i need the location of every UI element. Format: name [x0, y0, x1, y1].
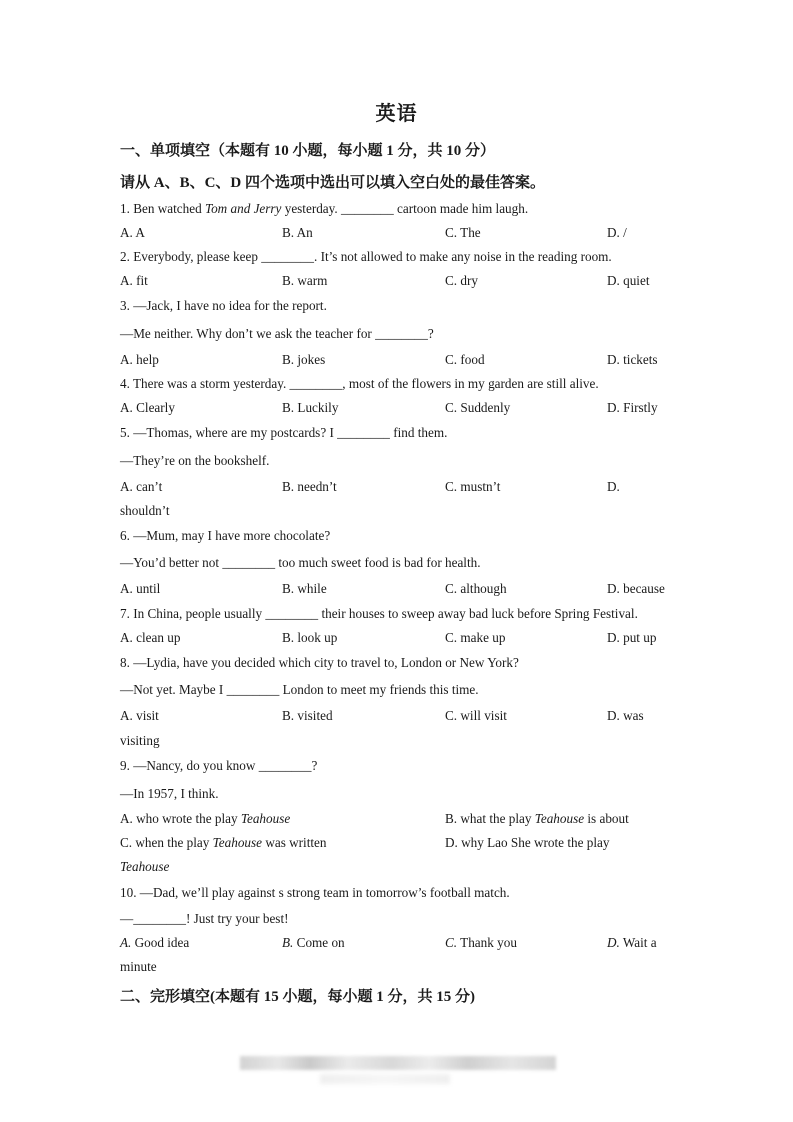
q8-option-c: C. will visit — [445, 708, 507, 723]
q2-option-d: D. quiet — [607, 273, 650, 288]
q5-option-b: B. needn’t — [282, 479, 337, 494]
q4-option-a: A. Clearly — [120, 400, 175, 415]
q9-option-b: B. what the play Teahouse is about — [445, 811, 629, 826]
q9-option-d: D. why Lao She wrote the play — [445, 835, 610, 850]
question-4: 4. There was a storm yesterday. ________, most of the flowers in my garden are still alive. — [120, 376, 599, 391]
q7-option-c: C. make up — [445, 630, 506, 645]
q4-option-d: D. Firstly — [607, 400, 658, 415]
q10-option-b: B. Come on — [282, 935, 345, 950]
question-6-line-2: —You’d better not ________ too much sweet food is bad for health. — [120, 555, 481, 570]
question-10-line-1: 10. —Dad, we’ll play against s strong team in tomorrow’s football match. — [120, 885, 510, 900]
q8-option-d-continued: visiting — [120, 733, 160, 748]
q7-option-d: D. put up — [607, 630, 657, 645]
q9-option-c: C. when the play Teahouse was written — [120, 835, 327, 850]
question-3-line-2: —Me neither. Why don’t we ask the teacher for ________? — [120, 326, 434, 341]
q1-option-c: C. The — [445, 225, 481, 240]
q5-option-d-continued: shouldn’t — [120, 503, 170, 518]
q8-option-d: D. was — [607, 708, 644, 723]
q5-option-d: D. — [607, 479, 620, 494]
q1-option-d: D. / — [607, 225, 627, 240]
question-8-line-1: 8. —Lydia, have you decided which city to travel to, London or New York? — [120, 655, 519, 670]
question-9-line-2: —In 1957, I think. — [120, 786, 219, 801]
q1-option-b: B. An — [282, 225, 313, 240]
question-5-line-1: 5. —Thomas, where are my postcards? I ________ find them. — [120, 425, 448, 440]
question-8-line-2: —Not yet. Maybe I ________ London to meet my friends this time. — [120, 682, 479, 697]
q2-option-b: B. warm — [282, 273, 328, 288]
q10-option-c: C. Thank you — [445, 935, 517, 950]
question-5-line-2: —They’re on the bookshelf. — [120, 453, 270, 468]
q4-option-c: C. Suddenly — [445, 400, 511, 415]
q3-option-b: B. jokes — [282, 352, 326, 367]
q9-option-d-continued: Teahouse — [120, 859, 170, 874]
q9-option-a: A. who wrote the play Teahouse — [120, 811, 291, 826]
q2-option-a: A. fit — [120, 273, 148, 288]
question-1: 1. Ben watched Tom and Jerry yesterday. ________ cartoon made him laugh. — [120, 201, 529, 216]
blurred-footer-watermark — [240, 1056, 556, 1070]
page-title: 英语 — [375, 103, 418, 125]
q6-option-a: A. until — [120, 581, 161, 596]
q3-option-d: D. tickets — [607, 352, 658, 367]
q6-option-c: C. although — [445, 581, 507, 596]
question-7: 7. In China, people usually ________ their houses to sweep away bad luck before Spring Festival. — [120, 606, 638, 621]
q6-option-d: D. because — [607, 581, 665, 596]
q10-option-a: A. Good idea — [120, 935, 190, 950]
section-1-instruction: 请从 A、B、C、D 四个选项中选出可以填入空白处的最佳答案。 — [120, 175, 546, 191]
q5-option-a: A. can’t — [120, 479, 163, 494]
q5-option-c: C. mustn’t — [445, 479, 501, 494]
q3-option-c: C. food — [445, 352, 485, 367]
q7-option-a: A. clean up — [120, 630, 181, 645]
q8-option-b: B. visited — [282, 708, 333, 723]
q10-option-d: D. Wait a — [607, 935, 657, 950]
question-2: 2. Everybody, please keep ________. It’s not allowed to make any noise in the reading room. — [120, 249, 612, 264]
question-6-line-1: 6. —Mum, may I have more chocolate? — [120, 528, 331, 543]
q3-option-a: A. help — [120, 352, 159, 367]
question-9-line-1: 9. —Nancy, do you know ________? — [120, 758, 318, 773]
q2-option-c: C. dry — [445, 273, 478, 288]
section-1-heading: 一、单项填空（本题有 10 小题，每小题 1 分，共 10 分） — [120, 143, 496, 159]
q1-option-a: A. A — [120, 225, 145, 240]
question-3-line-1: 3. —Jack, I have no idea for the report. — [120, 298, 327, 313]
q10-option-d-continued: minute — [120, 959, 157, 974]
question-10-line-2: —________! Just try your best! — [120, 911, 289, 926]
q8-option-a: A. visit — [120, 708, 159, 723]
section-2-heading: 二、完形填空(本题有 15 小题，每小题 1 分，共 15 分) — [120, 989, 475, 1005]
blurred-footer-watermark-2 — [320, 1074, 450, 1084]
q6-option-b: B. while — [282, 581, 327, 596]
q4-option-b: B. Luckily — [282, 400, 339, 415]
q7-option-b: B. look up — [282, 630, 338, 645]
